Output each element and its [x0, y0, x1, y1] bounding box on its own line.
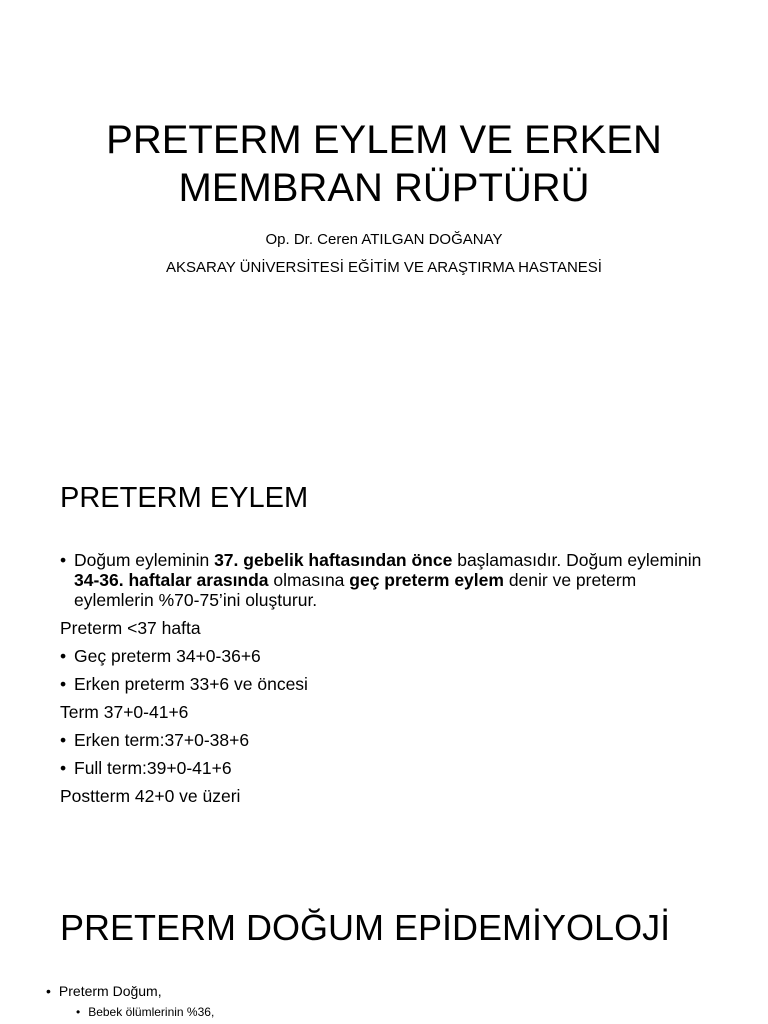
list-item: • Geç preterm 34+0-36+6 — [60, 646, 261, 666]
postterm-line: Postterm 42+0 ve üzeri — [60, 786, 241, 806]
institution-name: AKSARAY ÜNİVERSİTESİ EĞİTİM VE ARAŞTIRMA HASTANESİ — [166, 259, 602, 276]
slide-heading: PRETERM DOĞUM EPİDEMİYOLOJİ — [60, 907, 671, 948]
definition-bullet: • Doğum eyleminin 37. gebelik haftasından önce başlamasıdır. Doğum eyleminin 34-36. haftalar arasında olmasına geç preterm eylem denir ve preterm eylemlerin %70-75’ini oluşturur. — [60, 550, 702, 610]
bold-term: 34-36. haftalar arasında — [74, 570, 269, 590]
bold-term: geç preterm eylem — [349, 570, 504, 590]
bold-term: 37. gebelik haftasından önce — [214, 550, 453, 570]
sub-list-item: • Bebek ölümlerinin %36, — [76, 1005, 215, 1019]
bullet-marker: • — [60, 758, 67, 778]
list-item: • Erken preterm 33+6 ve öncesi — [60, 674, 308, 694]
title-line-2: MEMBRAN RÜPTÜRÜ — [178, 166, 590, 210]
epidemiology-slide — [0, 880, 768, 1024]
title-slide — [0, 0, 768, 440]
list-item: • Erken term:37+0-38+6 — [60, 730, 250, 750]
bullet-marker: • — [76, 1005, 81, 1019]
list-item: • Preterm Doğum, — [46, 983, 162, 999]
bullet-marker: • — [60, 730, 67, 750]
slide-heading: PRETERM EYLEM — [60, 482, 309, 514]
bullet-marker: • — [46, 983, 51, 999]
list-item: • Full term:39+0-41+6 — [60, 758, 232, 778]
title-line-1: PRETERM EYLEM VE ERKEN — [106, 118, 662, 162]
preterm-eylem-slide — [0, 450, 768, 870]
slide-body — [60, 550, 710, 814]
author-name: Op. Dr. Ceren ATILGAN DOĞANAY — [265, 231, 503, 248]
presentation-title — [0, 116, 768, 212]
bullet-marker: • — [60, 674, 67, 694]
bullet-marker: • — [60, 646, 67, 666]
preterm-line: Preterm <37 hafta — [60, 618, 201, 638]
bullet-marker: • — [60, 550, 67, 570]
term-line: Term 37+0-41+6 — [60, 702, 189, 722]
